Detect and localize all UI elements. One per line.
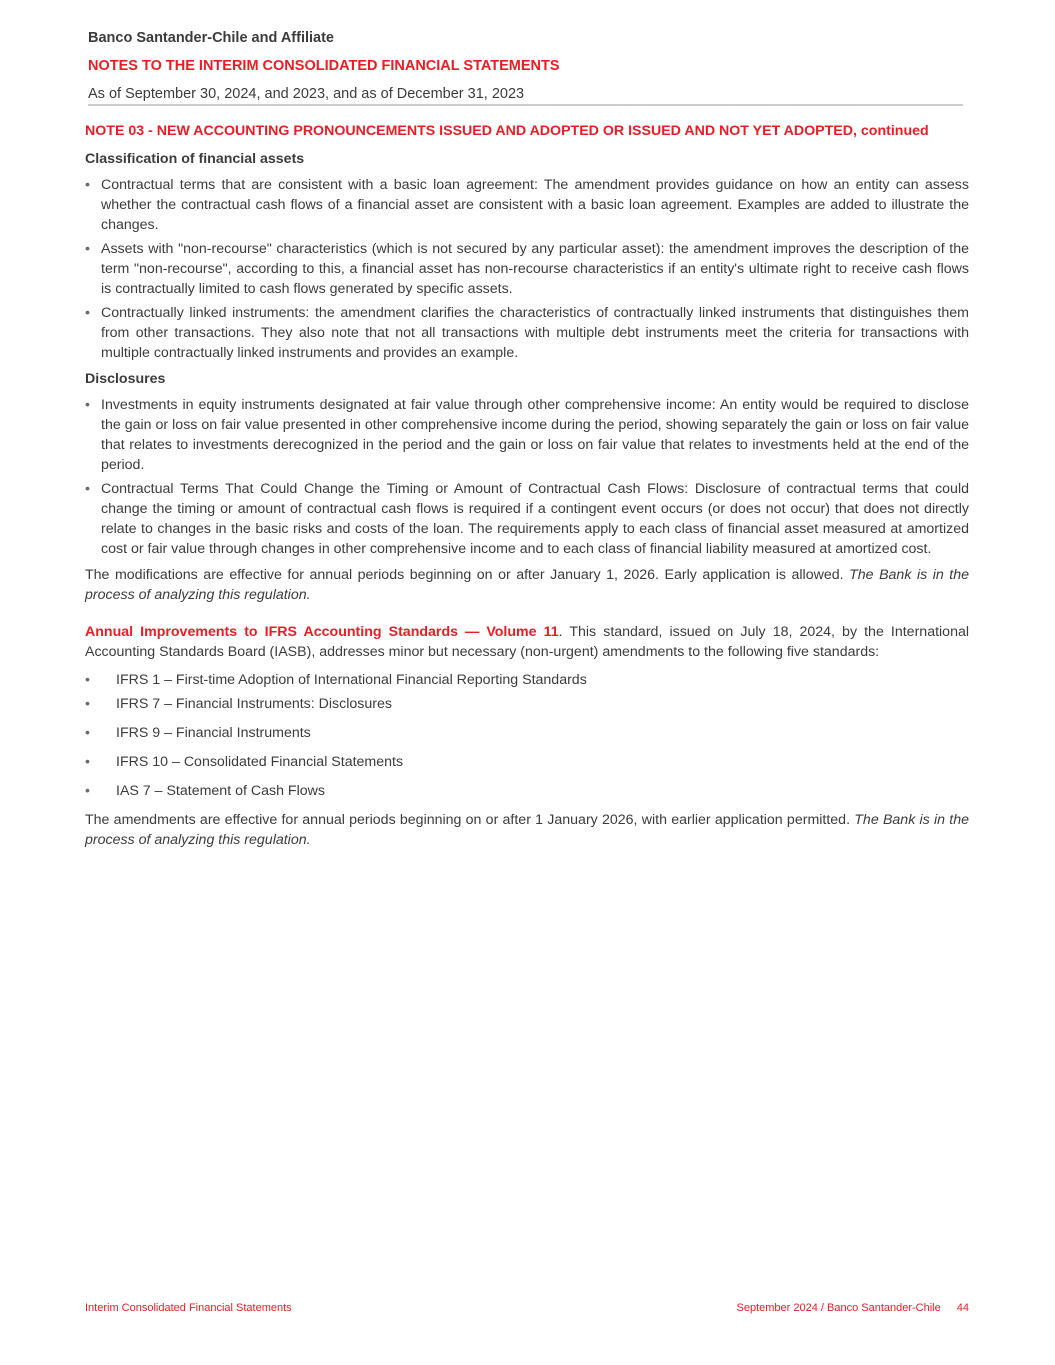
list-item [85,723,969,743]
list-item [85,303,969,363]
annual-improvements-title: Annual Improvements to IFRS Accounting Standards — Volume 11 [85,624,559,640]
bullet-icon: • [85,305,90,321]
bullet-icon: • [85,177,90,193]
list-item [85,479,969,559]
list-item-text: Contractually linked instruments: the amendment clarifies the characteristics of contractually linked instruments that distinguishes them from other transactions. They also note that not all transactions with multiple debt instruments meet the criteria for transactions with multiple contractually linked instruments and provides an example. [101,305,969,361]
effective-paragraph-2 [85,810,969,850]
bullet-icon: • [85,754,90,770]
disclosures-list [85,395,969,559]
classification-list [85,175,969,363]
bullet-icon: • [85,397,90,413]
list-item [85,239,969,299]
effective-italic: The Bank is in the process of analyzing this regulation. [85,567,970,603]
list-item [85,781,969,801]
effective-paragraph-1 [85,565,969,605]
note-title: NOTE 03 - NEW ACCOUNTING PRONOUNCEMENTS ISSUED AND ADOPTED OR ISSUED AND NOT YET ADOPTED, continued [85,123,929,139]
bullet-icon: • [85,783,90,799]
classification-heading: Classification of financial assets [85,151,305,167]
standard-name: IFRS 7 – Financial Instruments: Disclosures [116,696,392,712]
bullet-icon: • [85,481,90,497]
document-title: NOTES TO THE INTERIM CONSOLIDATED FINANCIAL STATEMENTS [88,58,560,74]
note-content [85,121,969,850]
bullet-icon: • [85,672,90,688]
list-item-text: Contractual Terms That Could Change the Timing or Amount of Contractual Cash Flows: Disclosure of contractual terms that could change the timing or amount of contractual cash flows is required if a contingent event occurs (or does not occur) that does not directly relate to changes in the basic risks and costs of the loan. The requirements apply to each class of financial asset measured at amortized cost or fair value through changes in other comprehensive income and to each class of financial liability measured at amortized cost. [101,481,969,557]
annual-improvements-paragraph [85,622,969,662]
list-item [85,670,969,690]
list-item [85,752,969,772]
standard-name: IAS 7 – Statement of Cash Flows [116,783,325,799]
footer-right [737,1302,970,1314]
page-number: 44 [956,1302,969,1314]
list-item-text: Investments in equity instruments designated at fair value through other comprehensive income: An entity would be required to disclose the gain or loss on fair value presented in other comprehensive income during the period, showing separately the gain or loss on fair value that relates to investments derecognized in the period and the gain or loss on fair value that relates to investments held at the end of the period. [101,397,969,473]
standard-name: IFRS 9 – Financial Instruments [116,725,311,741]
standards-list [85,670,969,801]
bullet-icon: • [85,725,90,741]
company-name: Banco Santander-Chile and Affiliate [88,30,334,46]
list-item-text: Assets with "non-recourse" characteristics (which is not secured by any particular asset): the amendment improves the description of the term "non-recourse", according to this, a financial asset has non-recourse characteristics if an entity's ultimate right to receive cash flows is contractually limited to cash flows generated by specific assets. [101,241,969,297]
effective-italic: The Bank is in the process of analyzing this regulation. [85,812,970,848]
standard-name: IFRS 1 – First-time Adoption of International Financial Reporting Standards [116,672,587,688]
standard-name: IFRS 10 – Consolidated Financial Statements [116,754,404,770]
effective-text: The amendments are effective for annual periods beginning on or after 1 January 2026, with earlier application permitted. [85,812,855,828]
bullet-icon: • [85,696,90,712]
footer-period: September 2024 / Banco Santander-Chile [736,1302,941,1314]
header-divider [88,104,963,106]
list-item [85,694,969,714]
annual-improvements-text: . This standard, issued on July 18, 2024, by the International Accounting Standards Board (IASB), addresses minor but necessary (non-urgent) amendments to the following five standards: [85,624,969,660]
disclosures-heading: Disclosures [85,371,166,387]
report-date: As of September 30, 2024, and 2023, and as of December 31, 2023 [88,86,525,102]
list-item [85,395,969,475]
effective-text: The modifications are effective for annual periods beginning on or after January 1, 2026. Early application is allowed. [85,567,850,583]
list-item [85,175,969,235]
bullet-icon: • [85,241,90,257]
list-item-text: Contractual terms that are consistent with a basic loan agreement: The amendment provides guidance on how an entity can assess whether the contractual cash flows of a financial asset are consistent with a basic loan agreement. Examples are added to illustrate the changes. [101,177,969,233]
footer-document-name: Interim Consolidated Financial Statements [85,1302,292,1314]
